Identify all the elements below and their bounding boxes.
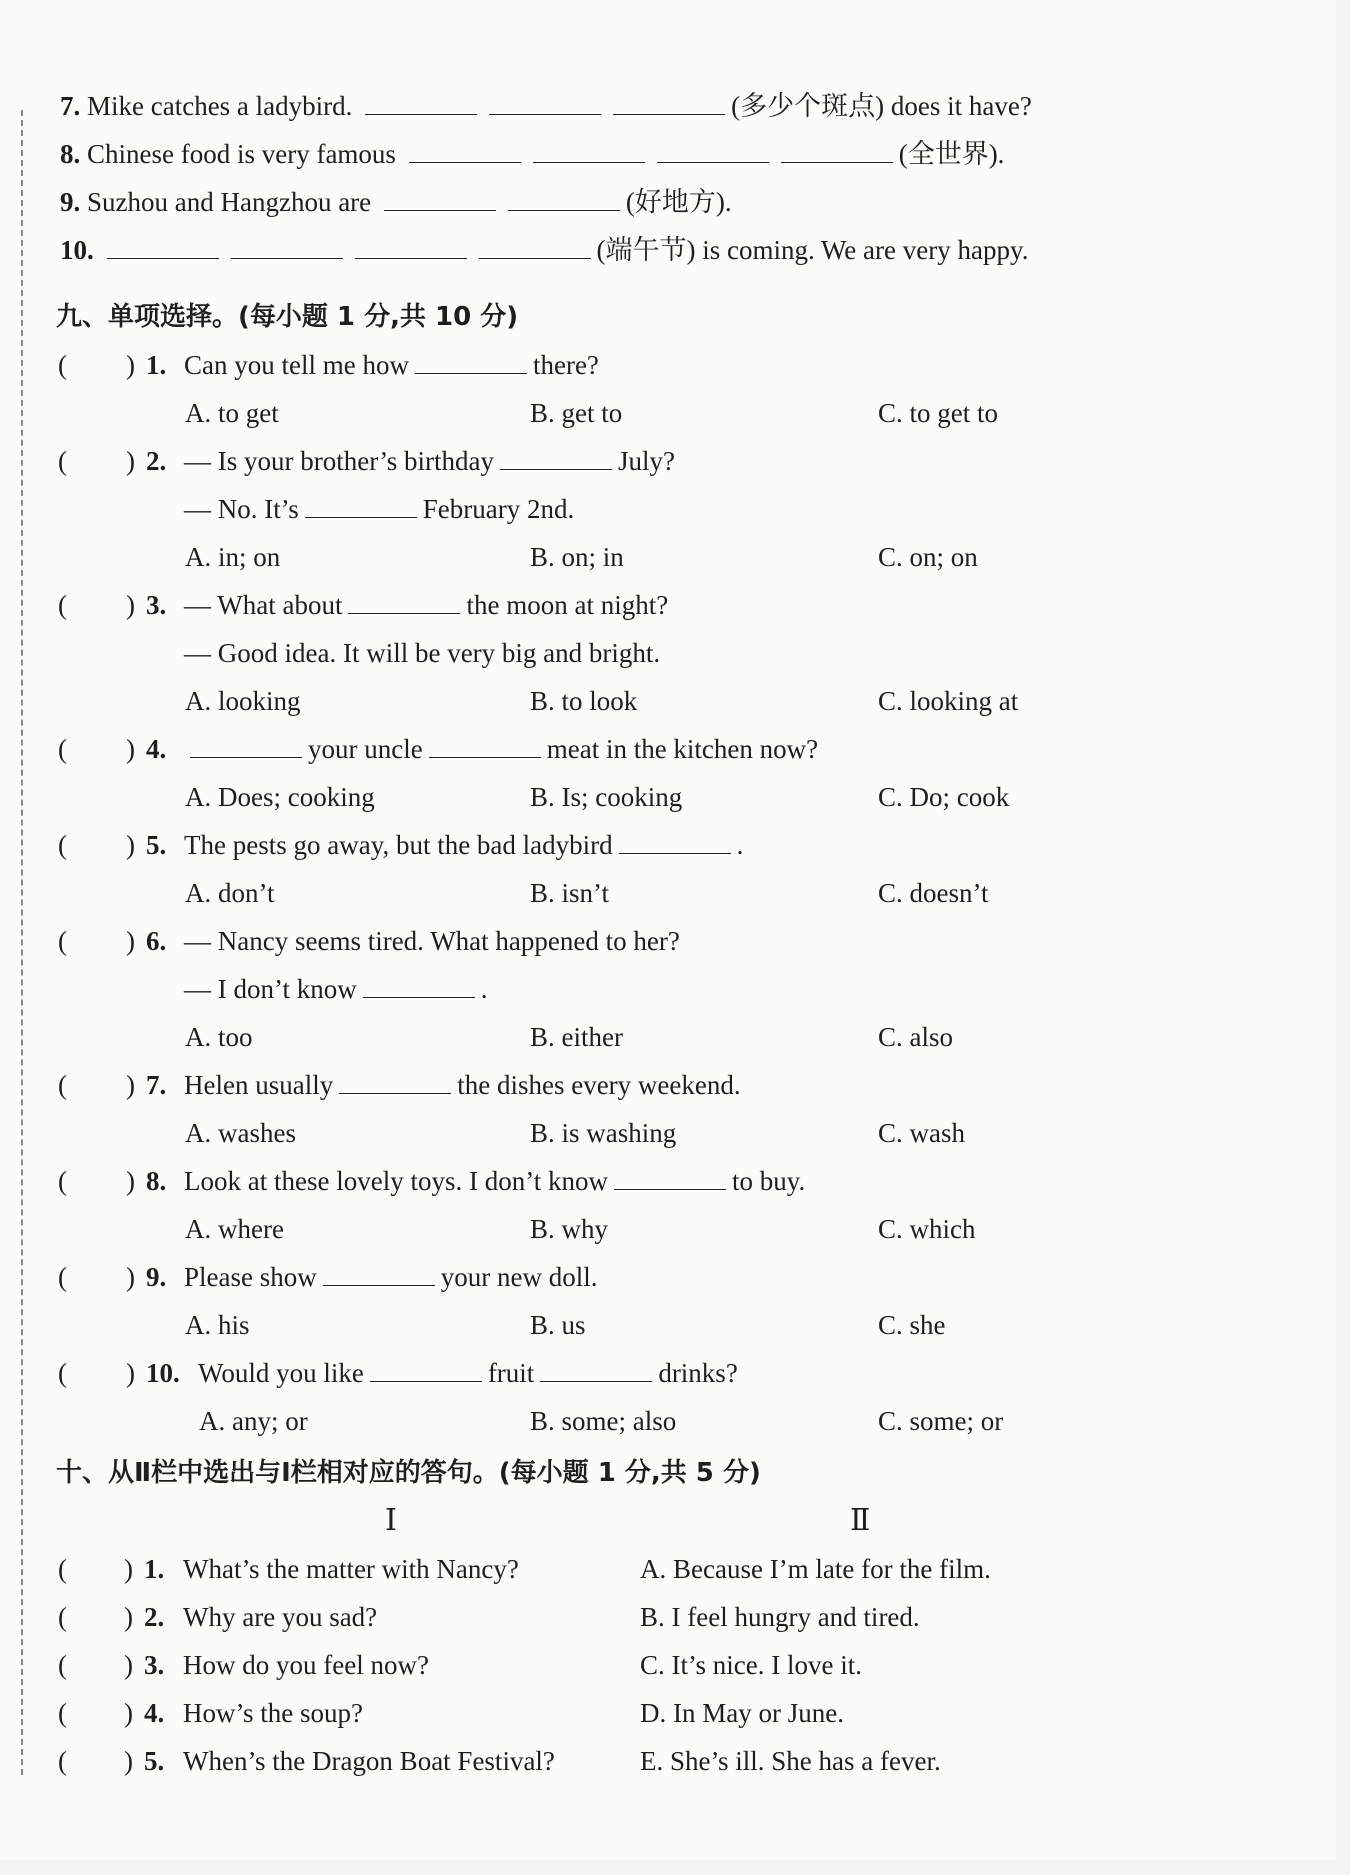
option-c[interactable]: C. she	[878, 1310, 946, 1340]
section-10-title: 十、从Ⅱ栏中选出与Ⅰ栏相对应的答句。(每小题 1 分,共 5 分)	[56, 1458, 761, 1488]
option-c[interactable]: C. doesn’t	[878, 878, 989, 908]
option-c[interactable]: C. on; on	[878, 542, 978, 572]
question-text	[184, 443, 675, 479]
question-text	[184, 491, 574, 527]
question-fragment: .	[480, 974, 488, 1004]
question-fragment: February 2nd.	[422, 494, 575, 524]
answer-paren-close: )	[126, 926, 135, 956]
option-b[interactable]: B. on; in	[530, 542, 624, 572]
answer-paren-close: )	[126, 446, 135, 476]
answer-blank[interactable]	[355, 234, 467, 259]
answer-blank[interactable]	[323, 1261, 435, 1286]
answer-paren-close: )	[126, 1358, 135, 1388]
answer-paren[interactable]: (	[58, 1358, 67, 1388]
question-fragment: your new doll.	[440, 1262, 598, 1292]
question-fragment: Would you like	[198, 1358, 364, 1388]
fill-item-9: 9. Suzhou and Hangzhou are (好地方).	[60, 187, 732, 217]
option-b[interactable]: B. Is; cooking	[530, 782, 683, 812]
question-fragment: meat in the kitchen now?	[546, 734, 819, 764]
answer-blank[interactable]	[415, 349, 527, 374]
question-fragment: Helen usually	[184, 1070, 334, 1100]
match-question: Why are you sad?	[183, 1602, 378, 1632]
answer-paren-close: )	[126, 590, 135, 620]
answer-paren[interactable]: (	[58, 1262, 67, 1292]
match-question: How’s the soup?	[183, 1698, 363, 1728]
option-b[interactable]: B. us	[530, 1310, 586, 1340]
question-fragment: Look at these lovely toys. I don’t know	[184, 1166, 608, 1196]
answer-paren[interactable]: (	[58, 926, 67, 956]
answer-paren-close: )	[124, 1650, 133, 1680]
option-a[interactable]: A. too	[185, 1022, 253, 1052]
question-fragment: — Is your brother’s birthday	[184, 446, 494, 476]
match-question: How do you feel now?	[183, 1650, 429, 1680]
question-fragment: — Good idea. It will be very big and bright.	[184, 638, 661, 668]
question-text	[184, 1163, 805, 1199]
answer-blank[interactable]	[348, 589, 460, 614]
question-number: 8.	[146, 1166, 167, 1196]
answer-blank[interactable]	[339, 1069, 451, 1094]
question-number: 10.	[146, 1358, 180, 1388]
answer-paren[interactable]: (	[58, 350, 67, 380]
answer-blank[interactable]	[657, 138, 769, 163]
answer-paren-close: )	[126, 1070, 135, 1100]
answer-paren-close: )	[126, 1166, 135, 1196]
question-fragment: your uncle	[308, 734, 423, 764]
binding-margin-line	[21, 110, 23, 1775]
answer-paren-close: )	[124, 1602, 133, 1632]
column-2-heading: Ⅱ	[850, 1504, 871, 1537]
match-answer: A. Because I’m late for the film.	[640, 1554, 991, 1584]
option-b[interactable]: B. is washing	[530, 1118, 677, 1148]
answer-blank[interactable]	[619, 829, 731, 854]
answer-paren[interactable]: (	[58, 446, 67, 476]
question-text	[184, 827, 743, 863]
answer-paren-close: )	[124, 1554, 133, 1584]
column-1-heading: Ⅰ	[385, 1504, 397, 1537]
question-fragment: to buy.	[731, 1166, 806, 1196]
question-fragment: there?	[532, 350, 599, 380]
fill-item-10: 10. (端午节) is coming. We are very happy.	[60, 235, 1029, 265]
answer-blank[interactable]	[365, 90, 477, 115]
option-b[interactable]: B. some; also	[530, 1406, 677, 1436]
answer-paren-close: )	[124, 1698, 133, 1728]
question-number: 9.	[146, 1262, 167, 1292]
question-number: 3.	[146, 590, 167, 620]
question-number: 2.	[146, 446, 167, 476]
question-fragment: — What about	[184, 590, 343, 620]
option-a[interactable]: A. don’t	[185, 878, 275, 908]
question-text	[184, 731, 818, 767]
answer-blank[interactable]	[479, 234, 591, 259]
answer-blank[interactable]	[489, 90, 601, 115]
option-c[interactable]: C. some; or	[878, 1406, 1004, 1436]
answer-blank[interactable]	[613, 90, 725, 115]
question-text	[184, 347, 599, 383]
question-number: 7.	[146, 1070, 167, 1100]
option-a[interactable]: A. looking	[185, 686, 301, 716]
answer-paren-close: )	[126, 734, 135, 764]
answer-paren-close: )	[124, 1746, 133, 1776]
question-fragment: the moon at night?	[466, 590, 669, 620]
answer-blank[interactable]	[540, 1357, 652, 1382]
answer-paren[interactable]: (	[58, 1554, 67, 1584]
question-number: 5.	[144, 1746, 165, 1776]
question-fragment: July?	[617, 446, 675, 476]
answer-blank[interactable]	[533, 138, 645, 163]
question-number: 5.	[146, 830, 167, 860]
answer-blank[interactable]	[614, 1165, 726, 1190]
answer-paren[interactable]: (	[58, 830, 67, 860]
match-answer: B. I feel hungry and tired.	[640, 1602, 920, 1632]
option-b[interactable]: B. either	[530, 1022, 623, 1052]
option-c[interactable]: C. Do; cook	[878, 782, 1010, 812]
answer-blank[interactable]	[305, 493, 417, 518]
question-number: 4.	[144, 1698, 165, 1728]
match-question: What’s the matter with Nancy?	[183, 1554, 519, 1584]
question-text	[184, 971, 488, 1007]
question-number: 2.	[144, 1602, 165, 1632]
question-fragment: the dishes every weekend.	[457, 1070, 741, 1100]
option-c[interactable]: C. which	[878, 1214, 976, 1244]
fill-item-8: 8. Chinese food is very famous (全世界).	[60, 139, 1005, 169]
question-fragment: Please show	[184, 1262, 317, 1292]
answer-paren[interactable]: (	[58, 1650, 67, 1680]
option-c[interactable]: C. to get to	[878, 398, 998, 428]
answer-paren[interactable]: (	[58, 1070, 67, 1100]
option-c[interactable]: C. wash	[878, 1118, 965, 1148]
question-text	[184, 635, 660, 671]
option-c[interactable]: C. looking at	[878, 686, 1019, 716]
question-fragment: fruit	[487, 1358, 535, 1388]
question-text	[198, 1355, 738, 1391]
answer-blank[interactable]	[370, 1357, 482, 1382]
answer-paren[interactable]: (	[58, 734, 67, 764]
answer-paren-close: )	[126, 1262, 135, 1292]
option-c[interactable]: C. also	[878, 1022, 954, 1052]
match-answer: E. She’s ill. She has a fever.	[640, 1746, 941, 1776]
question-text	[184, 1259, 597, 1295]
answer-paren[interactable]: (	[58, 590, 67, 620]
answer-blank[interactable]	[231, 234, 343, 259]
option-b[interactable]: B. get to	[530, 398, 623, 428]
question-fragment: drinks?	[658, 1358, 738, 1388]
question-fragment: The pests go away, but the bad ladybird	[184, 830, 613, 860]
answer-blank[interactable]	[363, 973, 475, 998]
option-b[interactable]: B. why	[530, 1214, 609, 1244]
answer-paren[interactable]: (	[58, 1166, 67, 1196]
question-fragment: Can you tell me how	[184, 350, 409, 380]
option-a[interactable]: A. Does; cooking	[185, 782, 375, 812]
option-a[interactable]: A. to get	[185, 398, 279, 428]
answer-blank[interactable]	[107, 234, 219, 259]
fill-item-7: 7. Mike catches a ladybird. (多少个斑点) does it have?	[60, 91, 1032, 121]
answer-paren[interactable]: (	[58, 1602, 67, 1632]
question-number: 3.	[144, 1650, 165, 1680]
question-number: 6.	[146, 926, 167, 956]
question-text	[184, 923, 680, 959]
question-text	[184, 587, 668, 623]
question-fragment: — No. It’s	[184, 494, 299, 524]
option-a[interactable]: A. washes	[185, 1118, 296, 1148]
answer-blank[interactable]	[500, 445, 612, 470]
answer-paren[interactable]: (	[58, 1698, 67, 1728]
match-answer: C. It’s nice. I love it.	[640, 1650, 862, 1680]
option-b[interactable]: B. isn’t	[530, 878, 610, 908]
answer-paren-close: )	[126, 830, 135, 860]
answer-blank[interactable]	[429, 733, 541, 758]
question-fragment: — I don’t know	[184, 974, 357, 1004]
option-b[interactable]: B. to look	[530, 686, 638, 716]
question-number: 1.	[146, 350, 167, 380]
section-9-title: 九、单项选择。(每小题 1 分,共 10 分)	[56, 302, 519, 332]
answer-blank[interactable]	[781, 138, 893, 163]
option-a[interactable]: A. in; on	[185, 542, 281, 572]
question-number: 1.	[144, 1554, 165, 1584]
question-fragment: — Nancy seems tired. What happened to her?	[184, 926, 680, 956]
question-text	[184, 1067, 741, 1103]
answer-blank[interactable]	[508, 186, 620, 211]
answer-paren[interactable]: (	[58, 1746, 67, 1776]
answer-blank[interactable]	[409, 138, 521, 163]
answer-blank[interactable]	[384, 186, 496, 211]
question-number: 4.	[146, 734, 167, 764]
answer-blank[interactable]	[190, 733, 302, 758]
option-a[interactable]: A. any; or	[199, 1406, 308, 1436]
match-answer: D. In May or June.	[640, 1698, 844, 1728]
option-a[interactable]: A. his	[185, 1310, 250, 1340]
match-question: When’s the Dragon Boat Festival?	[183, 1746, 555, 1776]
answer-paren-close: )	[126, 350, 135, 380]
question-fragment: .	[736, 830, 744, 860]
option-a[interactable]: A. where	[185, 1214, 284, 1244]
